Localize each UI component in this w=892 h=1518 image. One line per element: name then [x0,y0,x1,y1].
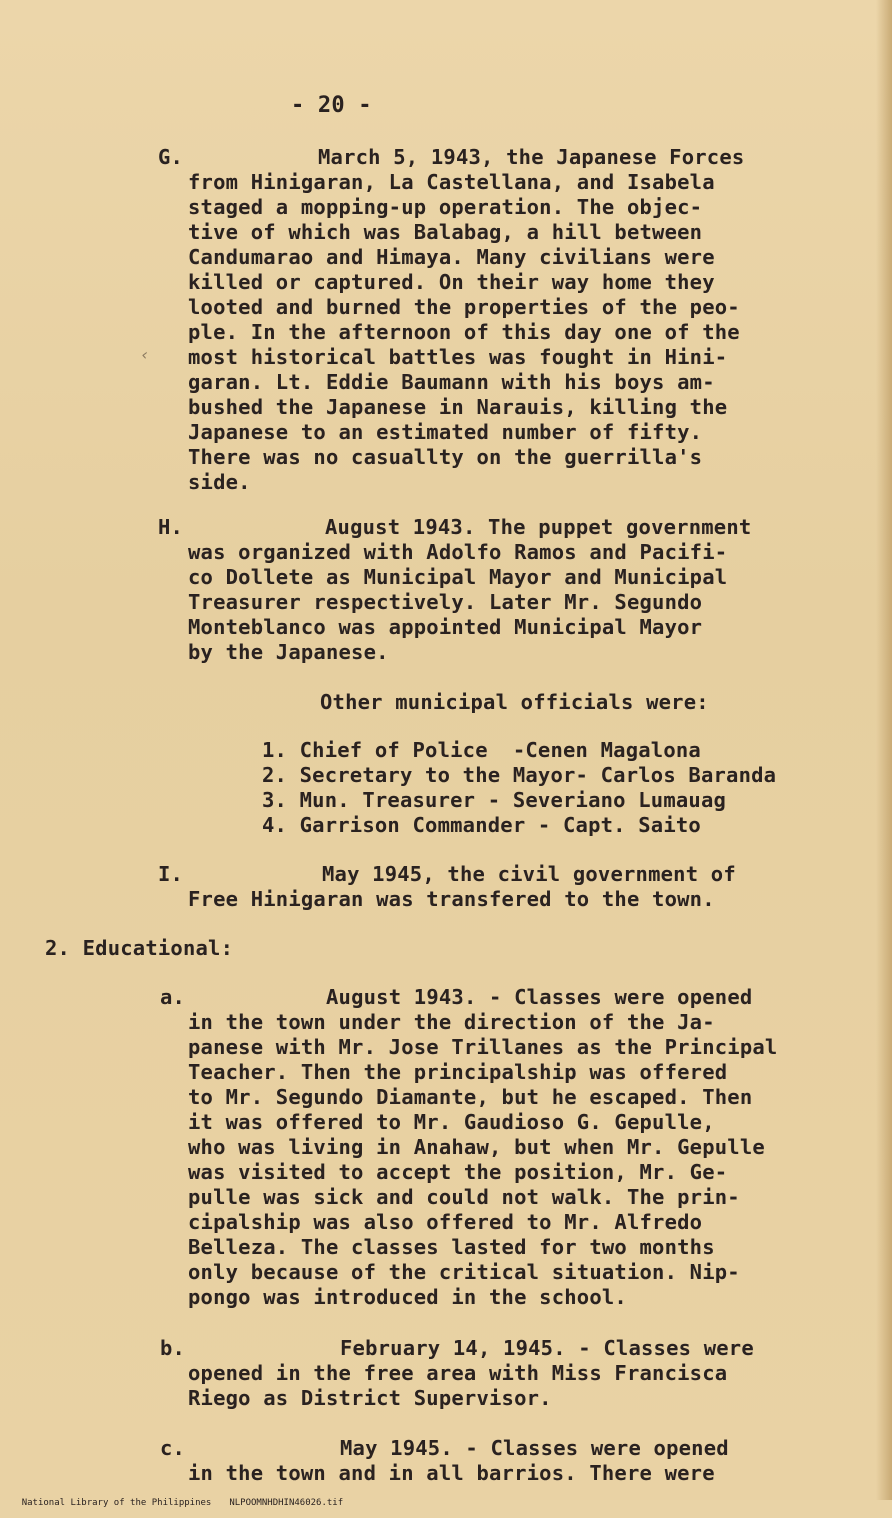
edu-a-line: only because of the critical situation. Nip- [188,1260,740,1284]
section-g-line: March 5, 1943, the Japanese Forces [318,145,745,169]
edu-a-line: Teacher. Then the principalship was offered [188,1060,728,1084]
edu-c-label: c. [160,1436,186,1460]
official-item: 4. Garrison Commander - Capt. Saito [262,813,701,837]
educational-heading: 2. Educational: [45,936,234,960]
section-h-line: by the Japanese. [188,640,389,664]
section-h-line: Monteblanco was appointed Municipal Mayor [188,615,703,639]
edu-a-label: a. [160,985,186,1009]
page-edge-shadow [876,0,892,1500]
edu-c-line: May 1945. - Classes were opened [340,1436,729,1460]
edu-a-line: August 1943. - Classes were opened [326,985,753,1009]
section-g-line: Japanese to an estimated number of fifty. [188,420,703,444]
edu-a-line: Belleza. The classes lasted for two months [188,1235,715,1259]
edu-a-line: who was living in Anahaw, but when Mr. Gepulle [188,1135,765,1159]
section-i-line: Free Hinigaran was transfered to the town. [188,887,715,911]
section-g-line: ple. In the afternoon of this day one of the [188,320,740,344]
footer-library: National Library of the Philippines [21,1498,212,1508]
section-g-line: tive of which was Balabag, a hill between [188,220,703,244]
edu-a-line: pongo was introduced in the school. [188,1285,627,1309]
section-g-line: bushed the Japanese in Narauis, killing the [188,395,728,419]
section-g-line: Candumarao and Himaya. Many civilians were [188,245,715,269]
section-g-line: from Hinigaran, La Castellana, and Isabela [188,170,715,194]
section-h-label: H. [158,515,184,539]
official-item: 1. Chief of Police -Cenen Magalona [262,738,701,762]
section-i-label: I. [158,862,184,886]
section-h-line: co Dollete as Municipal Mayor and Municipal [188,565,728,589]
section-g-line: There was no casuallty on the guerrilla's [188,445,703,469]
edu-a-line: panese with Mr. Jose Trillanes as the Principal [188,1035,778,1059]
section-g-line: side. [188,470,251,494]
edu-a-line: in the town under the direction of the Ja- [188,1010,715,1034]
section-h-line: Treasurer respectively. Later Mr. Segundo [188,590,703,614]
edu-b-label: b. [160,1336,186,1360]
footer-file: NLPOOMNHDHIN46026.tif [229,1498,344,1508]
edu-a-line: it was offered to Mr. Gaudioso G. Gepulle, [188,1110,715,1134]
section-g-line: staged a mopping-up operation. The objec- [188,195,703,219]
official-item: 3. Mun. Treasurer - Severiano Lumauag [262,788,727,812]
section-g-line: killed or captured. On their way home they [188,270,715,294]
edu-c-line: in the town and in all barrios. There were [188,1461,715,1485]
edu-b-line: opened in the free area with Miss Francisca [188,1361,728,1385]
section-g-label: G. [158,145,184,169]
edu-a-line: cipalship was also offered to Mr. Alfredo [188,1210,703,1234]
edu-b-line: February 14, 1945. - Classes were [340,1336,754,1360]
section-g-line: garan. Lt. Eddie Baumann with his boys am- [188,370,715,394]
section-i-line: May 1945, the civil government of [322,862,736,886]
edu-a-line: to Mr. Segundo Diamante, but he escaped. Then [188,1085,753,1109]
section-h-line: was organized with Adolfo Ramos and Pacifi- [188,540,728,564]
section-g-line: most historical battles was fought in Hini- [188,345,728,369]
section-h-line: August 1943. The puppet government [325,515,752,539]
edu-a-line: was visited to accept the position, Mr. Ge- [188,1160,728,1184]
officials-intro: Other municipal officials were: [320,690,709,714]
section-g-line: looted and burned the properties of the peo- [188,295,740,319]
edu-a-line: pulle was sick and could not walk. The prin- [188,1185,740,1209]
margin-mark: ‹ [140,345,150,364]
edu-b-line: Riego as District Supervisor. [188,1386,552,1410]
page-number: - 20 - [291,93,372,118]
scan-footer [0,1488,361,1518]
official-item: 2. Secretary to the Mayor- Carlos Baranda [262,763,777,787]
